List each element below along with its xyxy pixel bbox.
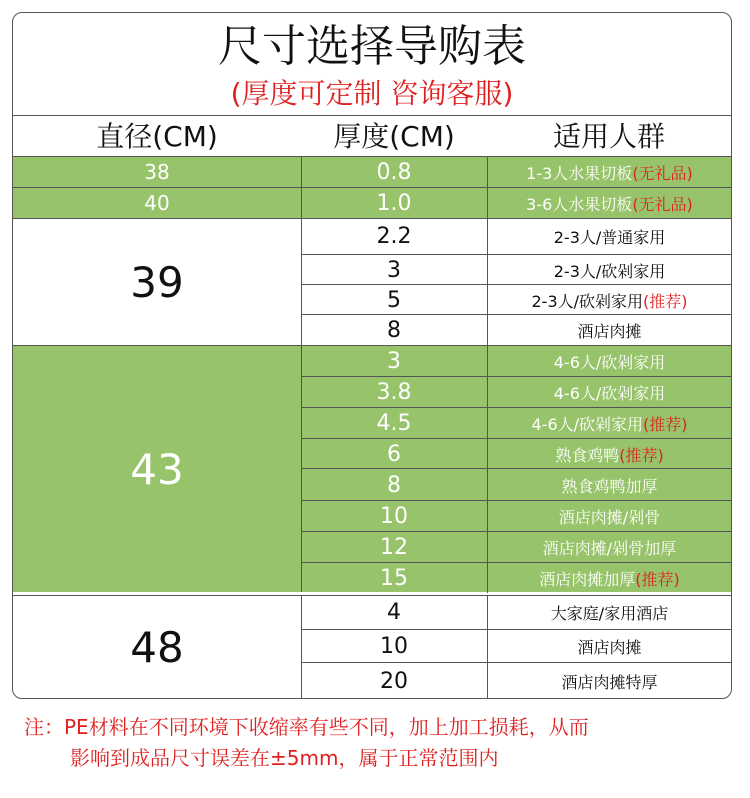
thickness-value: 2.2 [301, 219, 488, 254]
thickness-value: 3.8 [301, 377, 488, 408]
table-row [301, 219, 731, 254]
header [13, 13, 731, 115]
audience-cell [488, 469, 731, 501]
page-subtitle: (厚度可定制 咨询客服) [230, 77, 514, 110]
diameter-group-38 [13, 156, 731, 187]
table-row [301, 407, 731, 439]
audience-cell [488, 663, 731, 699]
audience-text: 2-3人/普通家用 [553, 228, 666, 247]
diameter-group-40 [13, 187, 731, 218]
audience-note: (推荐) [643, 291, 688, 311]
diameter-value: 48 [13, 596, 302, 698]
audience-text: 4-6人/砍剁家用 [531, 415, 644, 434]
audience-text: 4-6人/砍剁家用 [553, 352, 666, 372]
thickness-value: 3 [301, 255, 488, 285]
audience-text: 4-6人/砍剁家用 [553, 384, 666, 403]
audience-text: 酒店肉摊/剁骨加厚 [542, 539, 677, 558]
audience-text: 2-3人/砍剁家用 [531, 291, 644, 311]
column-header-thickness: 厚度(CM) [333, 120, 455, 153]
audience-cell [488, 346, 731, 376]
audience-text: 2-3人/砍剁家用 [553, 261, 666, 281]
audience-cell [488, 408, 731, 439]
audience-note: (无礼品) [632, 194, 693, 214]
thickness-value: 20 [301, 663, 488, 699]
audience-cell [488, 377, 731, 408]
diameter-value: 43 [13, 346, 302, 592]
audience-cell [488, 285, 731, 315]
audience-cell [488, 532, 731, 563]
audience-text: 熟食鸡鸭加厚 [561, 476, 658, 496]
thickness-value: 8 [301, 315, 488, 346]
table-row [301, 157, 731, 187]
thickness-value: 3 [301, 346, 488, 376]
table-row [301, 596, 731, 629]
thickness-value: 10 [301, 630, 488, 663]
diameter-group-39 [13, 218, 731, 345]
audience-text: 3-6人水果切板 [526, 194, 633, 214]
column-header-row [13, 115, 731, 157]
size-guide-card [12, 12, 732, 699]
thickness-value: 4 [301, 596, 488, 629]
audience-cell [488, 439, 731, 469]
audience-text: 酒店肉摊 [577, 322, 642, 341]
table-row [301, 662, 731, 699]
table-row [301, 468, 731, 501]
audience-cell [488, 315, 731, 346]
thickness-value: 4.5 [301, 408, 488, 439]
table-row [301, 188, 731, 218]
table-row [301, 531, 731, 563]
thickness-value: 15 [301, 563, 488, 593]
footnote-line-1: 注：PE材料在不同环境下收缩率有些不同，加上加工损耗，从而 [24, 715, 589, 739]
thickness-value: 1.0 [301, 188, 488, 218]
audience-note: (推荐) [643, 415, 688, 434]
audience-cell [488, 255, 731, 285]
column-header-audience: 适用人群 [552, 120, 665, 153]
audience-cell [488, 501, 731, 532]
diameter-value: 38 [13, 157, 302, 187]
table-row [301, 346, 731, 376]
audience-cell [488, 630, 731, 663]
table-row [301, 438, 731, 469]
audience-text: 熟食鸡鸭 [555, 445, 620, 465]
table-row [301, 284, 731, 315]
table-row [301, 376, 731, 408]
audience-cell [488, 188, 731, 218]
footnote [24, 712, 724, 774]
audience-text: 大家庭/家用酒店 [550, 604, 669, 623]
audience-text: 酒店肉摊 [577, 638, 642, 657]
audience-note: (推荐) [619, 445, 664, 465]
thickness-value: 8 [301, 469, 488, 501]
audience-text: 酒店肉摊/剁骨 [558, 508, 661, 527]
audience-note: (推荐) [635, 569, 680, 589]
audience-text: 酒店肉摊特厚 [561, 672, 658, 692]
thickness-value: 6 [301, 439, 488, 469]
audience-cell [488, 596, 731, 629]
page-title: 尺寸选择导购表 [218, 21, 526, 72]
thickness-value: 5 [301, 285, 488, 315]
audience-note: (无礼品) [632, 163, 693, 183]
thickness-value: 0.8 [301, 157, 488, 187]
thickness-value: 10 [301, 501, 488, 532]
audience-cell [488, 219, 731, 254]
diameter-group-43 [13, 345, 731, 592]
diameter-value: 40 [13, 188, 302, 218]
table-row [301, 629, 731, 663]
table-row [301, 500, 731, 532]
audience-cell [488, 563, 731, 593]
footnote-line-2: 影响到成品尺寸误差在±5mm，属于正常范围内 [70, 746, 499, 770]
table-row [301, 254, 731, 285]
table-row [301, 562, 731, 593]
audience-text: 1-3人水果切板 [526, 163, 633, 183]
diameter-value: 39 [13, 219, 302, 345]
audience-cell [488, 157, 731, 187]
table-row [301, 314, 731, 346]
thickness-value: 12 [301, 532, 488, 563]
audience-text: 酒店肉摊加厚 [539, 569, 636, 589]
column-header-diameter: 直径(CM) [96, 120, 218, 153]
diameter-group-48 [13, 595, 731, 698]
